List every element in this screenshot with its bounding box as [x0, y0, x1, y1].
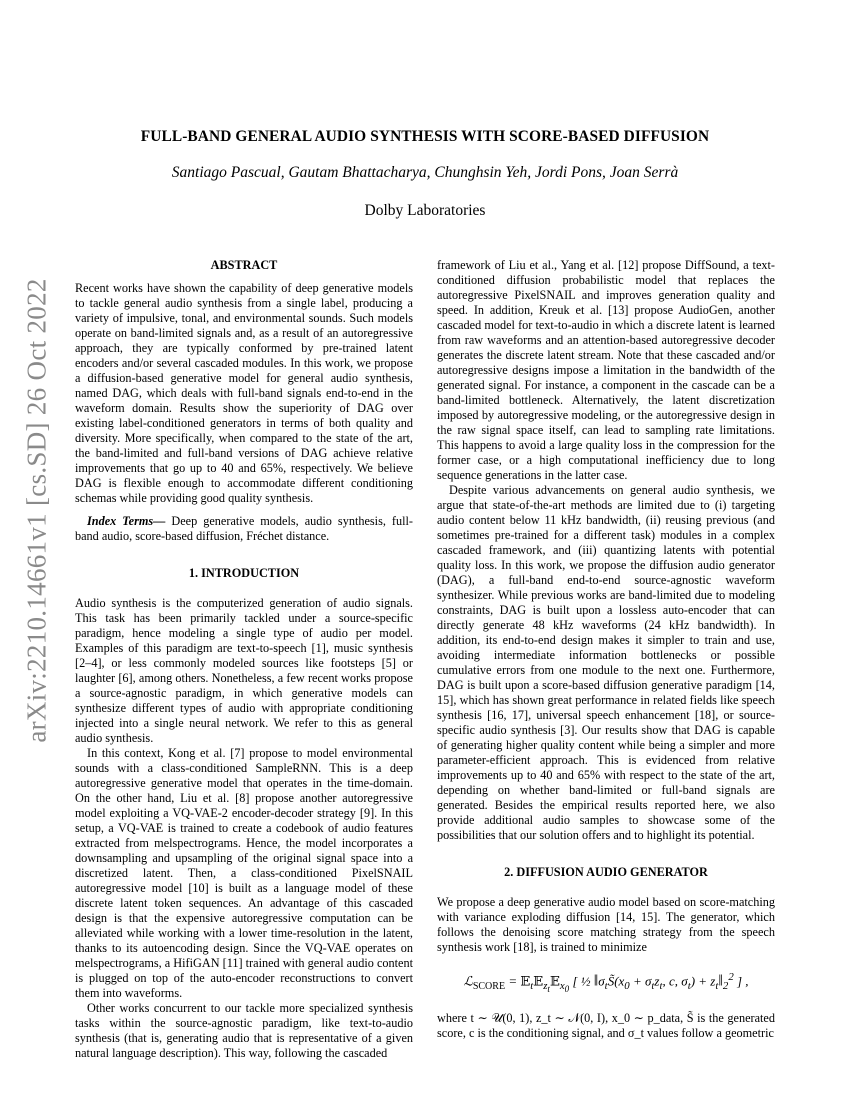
arxiv-side-stamp: [12, 277, 62, 743]
arxiv-identifier: arXiv:2210.14661v1 [cs.SD] 26 Oct 2022: [21, 277, 52, 743]
index-terms-label: Index Terms—: [87, 514, 166, 528]
paper-title: FULL-BAND GENERAL AUDIO SYNTHESIS WITH SCORE-BASED DIFFUSION: [140, 128, 710, 145]
intro-paragraph-2: In this context, Kong et al. [7] propose to model environmental sounds with a class-conditioned SampleRNN. This is a deep autoregressive generative model that operates in the time-domain. On the other hand, Liu et al. [8] propose another autoregressive model exploiting a VQ-VAE-2 encoder-decoder strategy [9]. In this setup, a VQ-VAE is trained to create a codebook of audio features extracted from melspectrograms. Hence, the model incorporates a downsampling and upsampling of the original signal space into a discretized latent. Then, a class-conditioned PixelSNAIL autoregressive model [10] is built as a language model of these discrete latent token sequences. An advantage of this cascaded design is that the expensive autoregressive computation can be alleviated while working with a lower time-resolution in the latent, thanks to its autoencoding design. Since the VQ-VAE operates on melspectrograms, a HifiGAN [11] trained with general audio content is plugged on top of the auto-encoder reconstructions to convert them into waveforms.: [75, 746, 414, 1000]
index-terms-text: Deep generative models, audio synthesis, full-band audio, score-based diffusion, Fréchet distance.: [75, 514, 413, 543]
dag-paragraph-2: where t ∼ 𝒰(0, 1), z_t ∼ 𝒩(0, I), x_0 ∼ p_data, S̃ is the generated score, c is the conditioning signal, and σ_t values follow a geometric: [437, 1011, 775, 1041]
dag-paragraph-1: We propose a deep generative audio model based on score-matching with variance exploding diffusion [14, 15]. The generator, which follows the denoising score matching strategy from the speech synthesis work [18], is trained to minimize: [437, 895, 775, 954]
intro-paragraph-4: framework of Liu et al., Yang et al. [12] propose DiffSound, a text-conditioned diffusion probabilistic model that replaces the autoregressive PixelSNAIL and improves generation quality and speed. In addition, Kreuk et al. [13] propose AudioGen, another cascaded model for text-to-audio in which a discrete latent is learned from raw waveforms and an attention-based autoregressive decoder generates the discrete latent stream. Note that these cascaded and/or autoregressive designs impose a limitation in the bandwidth of the generated signal. For instance, a component in the cascade can be a band-limited bottleneck. Alternatively, the latent discretization imposed by autoregressive modeling, or the autoregressive design in the raw signal space itself, can lead to sampling rate limitations. This happens to avoid a large quality loss in the compression for the former case, or a high computational inefficiency due to long sequence generations in the latter case.: [437, 258, 775, 482]
score-loss-equation: ℒ$_{SCORE}$ = 𝔼$_t$𝔼$_{z_t}$𝔼$_{x_0}$ [ ½ $‖\sigma_tS̃(x_0 + \sigma_tz_t$, c, $\sigma_t$) + $z_t‖_2^2$ ] ,: [463, 971, 749, 995]
intro-paragraph-5: Despite various advancements on general audio synthesis, we argue that state-of-the-art methods are limited due to (i) targeting audio content below 11 kHz bandwidth, (ii) reusing previous (and sometimes pre-trained for a different task) modules in a complex cascaded framework, and (iii) quantizing latents with potential quality loss. In this work, we propose the diffusion audio generator (DAG), a full-band end-to-end source-agnostic waveform synthesizer. While previous works are band-limited due to modeling constraints, DAG is built upon a lossless auto-encoder that can directly generate 48 kHz waveforms (24 kHz bandwidth). In addition, its end-to-end design makes it simpler to train and use, avoiding intermediate information bottlenecks or possible cumulative errors from one module to the next one. Furthermore, DAG is built upon a score-based diffusion generative paradigm [14, 15], which has shown great performance in related fields like speech synthesis [16, 17], universal speech enhancement [18], or source-specific audio synthesis [3]. Our results show that DAG is capable of generating higher quality content while being a simpler and more parameter-efficient approach. This is evidenced from relative improvements up to 40 and 65% with respect to the state of the art, depending on whether band-limited or full-band signals are generated. Besides the empirical results reported here, we also provide additional audio samples to showcase some of the possibilities that our solution offers and to highlight its potential.: [437, 483, 775, 842]
introduction-heading: 1. INTRODUCTION: [188, 566, 300, 580]
intro-paragraph-1: Audio synthesis is the computerized generation of audio signals. This task has been primarily tackled under a source-specific paradigm, hence modeling a single type of audio per model. Examples of this paradigm are text-to-speech [1], music synthesis [2–4], or less commonly modeled sources like footsteps [5] or laughter [6], among others. Nonetheless, a few recent works propose a source-agnostic paradigm, in which generative models can synthesize different types of audio with appropriate conditioning injected into a single neural network. We refer to this as general audio synthesis.: [75, 596, 413, 745]
dag-section-heading: 2. DIFFUSION AUDIO GENERATOR: [504, 865, 708, 879]
index-terms: [75, 514, 413, 544]
right-column: [437, 258, 775, 1041]
author-list: Santiago Pascual, Gautam Bhattacharya, Chunghsin Yeh, Jordi Pons, Joan Serrà: [171, 164, 679, 181]
affiliation: Dolby Laboratories: [364, 202, 486, 219]
intro-paragraph-3: Other works concurrent to our tackle more specialized synthesis tasks within the source-agnostic paradigm, like text-to-audio synthesis (that is, generating audio that is representative of a given natural language description). This way, following the cascaded: [75, 1001, 413, 1060]
abstract-text: Recent works have shown the capability of deep generative models to tackle general audio synthesis from a single label, producing a variety of impulsive, tonal, and environmental sounds. Such models operate on band-limited signals and, as a result of an autoregressive approach, they are typically conformed by pre-trained latent encoders and/or several cascaded modules. In this work, we propose a diffusion-based generative model for general audio synthesis, named DAG, which deals with full-band signals end-to-end in the waveform domain. Results show the superiority of DAG over existing label-conditioned generators in terms of both quality and diversity. More specifically, when compared to the state of the art, the band-limited and full-band versions of DAG achieve relative improvements that go up to 40 and 65%, respectively. We believe DAG is flexible enough to accommodate different conditioning schemas while providing good quality synthesis.: [75, 281, 413, 505]
left-column: [75, 258, 413, 1061]
abstract-heading: ABSTRACT: [210, 258, 278, 272]
